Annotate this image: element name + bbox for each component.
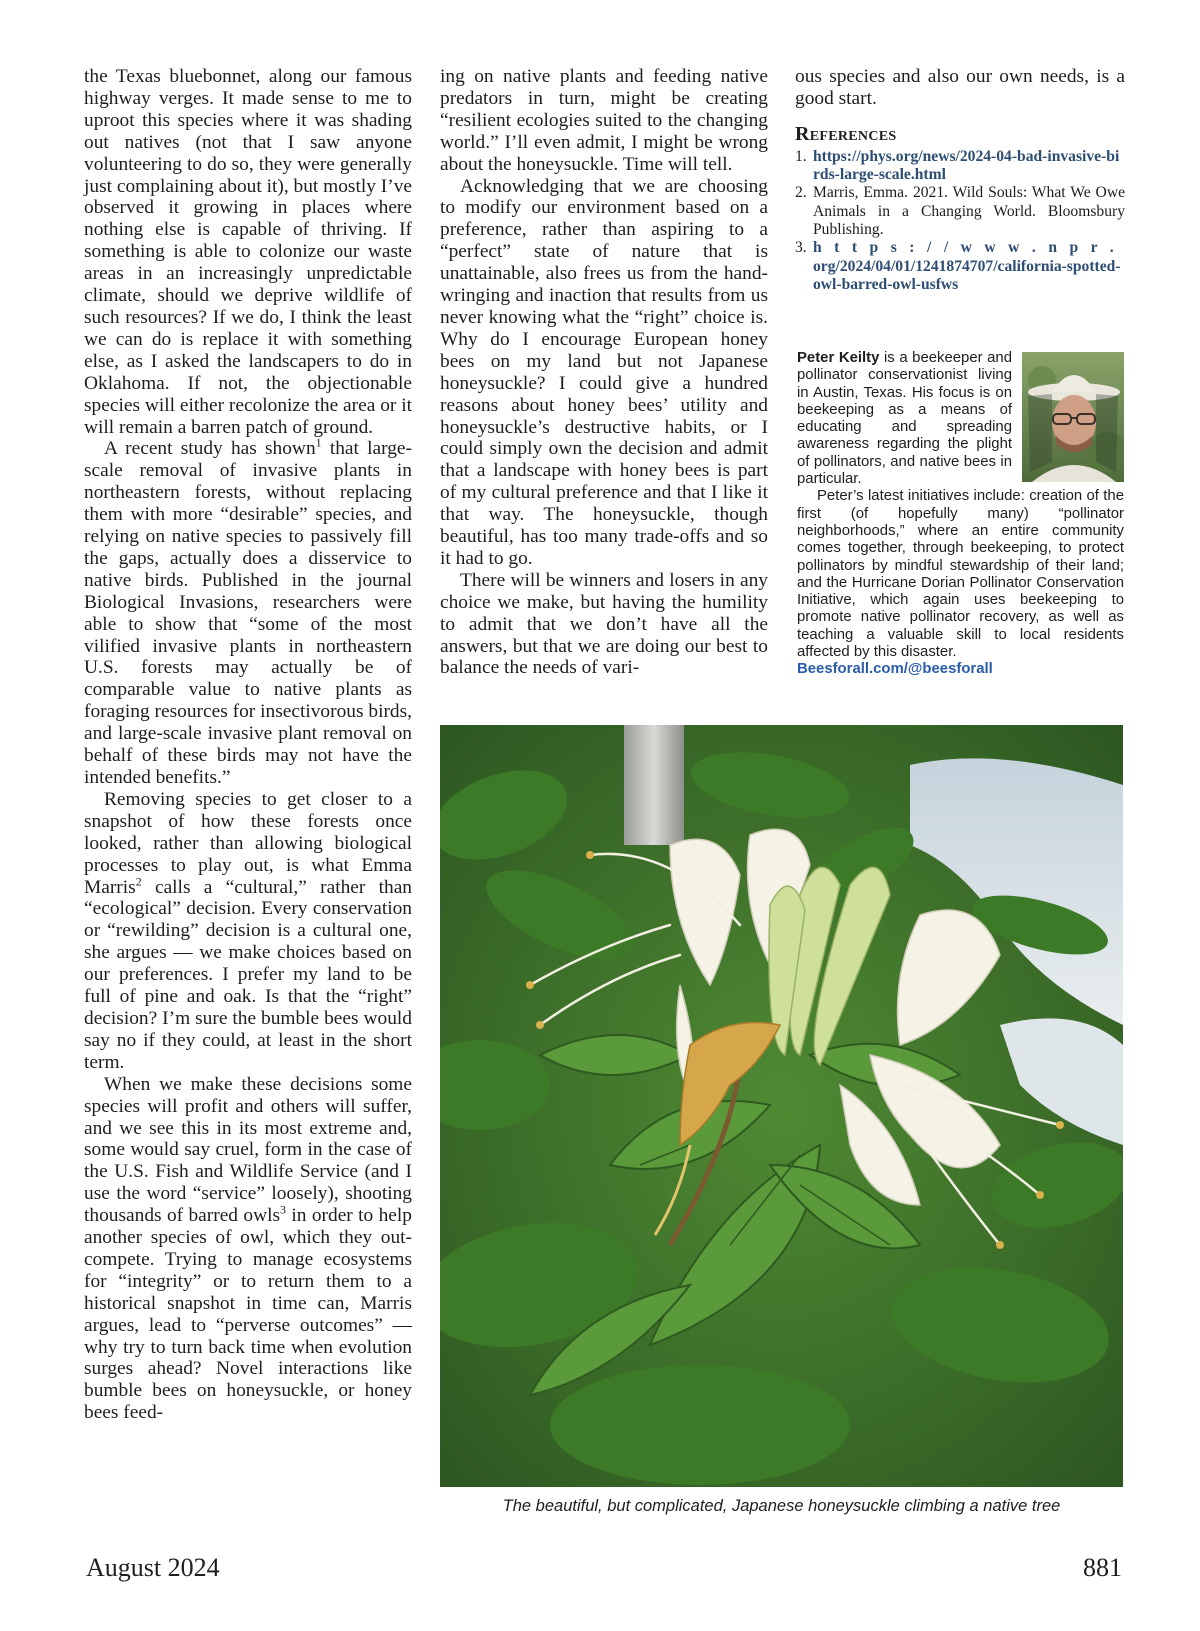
col1-para-2: A recent study has shown$^1$ that large-scale removal of invasive plants in northeastern forests, without replacing them with more “desirable” species, and relying on native species to passively fill the gaps, actually does a disservice to native birds. Published in the journal Biological Invasions, researchers were able to show that “some of the most vilified invasive plants in northeastern U.S. forests may actually be of comparable value to native plants as foraging resources for insectivorous birds, and large-scale invasive plant removal on behalf of these birds may not have the intended benefits.”	[84, 435, 412, 788]
reference-link-1[interactable]: https://phys.org/news/2024-04-bad-invasive-birds-large-scale.html	[813, 147, 1120, 184]
col1-para-4: When we make these decisions some species will profit and others will suffer, and we see this in its most extreme and, some would say cruel, form in the case of the U.S. Fish and Wildlife Service (and I use the word “service” loosely), shooting thousands of barred owls$^3$ in order to help another species of owl, which they out-compete. Trying to manage ecosystems for “integrity” or to return them to a historical snapshot in time can, Marris argues, lead to “perverse outcomes” — why try to turn back time when evolution surges ahead? Novel interactions like bumble bees on honeysuckle, or honey bees feed-	[84, 1073, 412, 1424]
page-number: 881	[1083, 1553, 1122, 1582]
reference-item: 2. Marris, Emma. 2021. Wild Souls: What We Owe Animals in a Changing World. Bloomsbury Publishing.	[795, 184, 1125, 238]
reference-link-3[interactable]: h t t p s : / / w w w . n p r . org/2024/04/01/1241874707/california-spotted-owl-barred-owl-usfws	[813, 239, 1121, 293]
author-portrait	[1022, 352, 1124, 482]
author-bio	[797, 350, 1124, 679]
article-column-3	[795, 66, 1125, 294]
footer-date: August 2024	[86, 1553, 220, 1582]
col1-para-3: Removing species to get closer to a snapshot of how these forests once looked, rather than allowing biological processes to play out, is what Emma Marris$^2$ calls a “cultural,” rather than “ecological” decision. Every conservation or “rewilding” decision is a cultural one, she argues — we make choices based on our preferences. I prefer my land to be full of pine and oak. Is that the “right” decision? I’m sure the bumble bees would say no if they could, at least in the short term.	[84, 788, 412, 1073]
author-name: Peter Keilty	[797, 350, 880, 366]
social-handle-link[interactable]: @beesforall	[907, 661, 993, 678]
references-heading: References	[795, 122, 897, 145]
col2-para-2: Acknowledging that we are choosing to modify our environment based on a preference, rather than aspiring to a “perfect” state of nature that is unattainable, also frees us from the hand-wringing and inaction that results from us never knowing what the “right” choice is. Why do I encourage European honey bees on my land but not Japanese honeysuckle? I could give a hundred reasons about honey bees’ utility and honeysuckle’s destructive habits, or I could simply own the decision and admit that a landscape with honey bees is part of my cultural preference and that I like it that way. The honeysuckle, though beautiful, has too many trade-offs and so it had to go.	[440, 175, 768, 569]
bio-para-2: Peter’s latest initiatives include: creation of the first (of hopefully many) “pollinator neighborhoods,” where an entire community comes together, through beekeeping, to protect pollinators by mindful stewardship of their land; and the Hurricane Dorian Pollinator Conservation Initiative, which again uses beekeeping to promote native pollinator recovery, as well as teaching a valuable skill to local residents affected by this disaster. Beesforall.com/@beesforall	[797, 488, 1124, 678]
honeysuckle-photo	[440, 725, 1123, 1487]
footnote-ref-3: 3	[280, 1202, 287, 1217]
article-column-1	[84, 66, 412, 1424]
col3-para-1: ous species and also our own needs, is a good start.	[795, 66, 1125, 109]
reference-item: 1. https://phys.org/news/2024-04-bad-invasive-birds-large-scale.html	[795, 147, 1120, 184]
col1-para-1: the Texas bluebonnet, along our famous highway verges. It made sense to me to uproot this species where it was shading out natives (not that I saw anyone volunteering to do so, they were generally just complaining about it), but mostly I’ve observed it growing in places where nothing else is capable of thriving. If something is able to colonize our waste areas in an increasingly unpredictable climate, should we deprive wildlife of such resources? If we do, I think the least we can do is replace it with something else, as I asked the landscapers to do in Oklahoma. If not, the objectionable species will either recolonize the area or it will remain a barren patch of ground.	[84, 66, 412, 438]
bio-para-1: Peter Keilty is a beekeeper and pollinator conservationist living in Austin, Texas. His focus is on beekeeping as a means of educating and spreading awareness regarding the plight of pollinators, and native bees in particular.	[797, 350, 1012, 488]
photo-caption: The beautiful, but complicated, Japanese honeysuckle climbing a native tree	[502, 1497, 1061, 1515]
footnote-ref-2: 2	[135, 874, 142, 889]
article-column-2	[440, 66, 768, 679]
reference-item: 3. h t t p s : / / w w w . n p r . org/2024/04/01/1241874707/california-spotted-owl-barred-owl-usfws	[795, 239, 1121, 293]
col2-para-1: ing on native plants and feeding native predators in turn, might be creating “resilient ecologies suited to the changing world.” I’ll even admit, I might be wrong about the honeysuckle. Time will tell.	[440, 66, 768, 175]
footnote-ref-1: 1	[315, 435, 322, 450]
col2-para-3: There will be winners and losers in any choice we make, but having the humility to admit that we don’t have all the answers, but that we are doing our best to balance the needs of vari-	[440, 569, 768, 679]
website-link[interactable]: Beesforall.com	[797, 661, 904, 678]
references-list	[795, 148, 1125, 294]
